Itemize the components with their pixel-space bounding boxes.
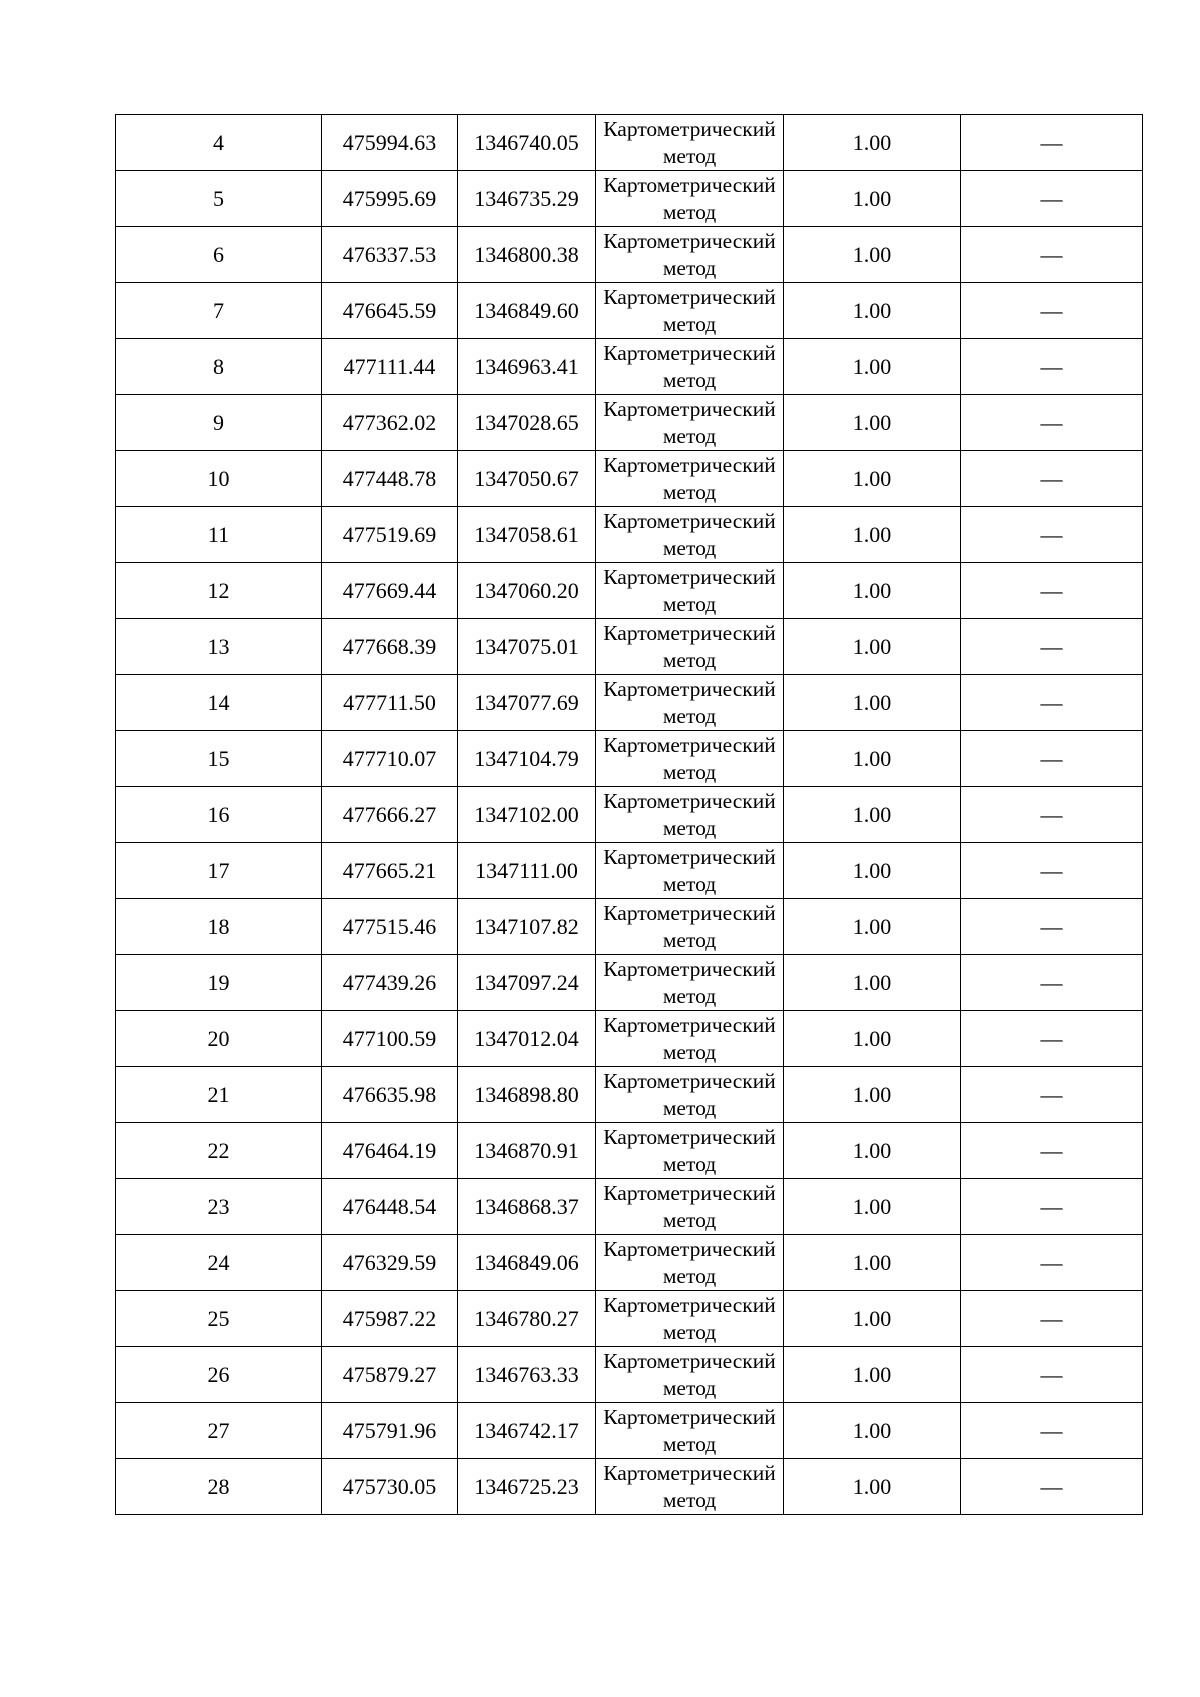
point-number-cell: 24 (116, 1235, 322, 1291)
point-number-cell: 9 (116, 395, 322, 451)
note-cell: — (961, 227, 1143, 283)
note-cell: — (961, 395, 1143, 451)
precision-cell: 1.00 (784, 955, 961, 1011)
point-number-cell: 28 (116, 1459, 322, 1515)
table-row (116, 1347, 1143, 1403)
precision-cell: 1.00 (784, 1235, 961, 1291)
y-coordinate-cell: 1347097.24 (458, 955, 596, 1011)
method-cell: Картометрический метод (596, 1067, 784, 1123)
x-coordinate-cell: 476337.53 (322, 227, 458, 283)
table-row (116, 171, 1143, 227)
note-cell: — (961, 563, 1143, 619)
method-cell: Картометрический метод (596, 843, 784, 899)
precision-cell: 1.00 (784, 1347, 961, 1403)
x-coordinate-cell: 477711.50 (322, 675, 458, 731)
point-number-cell: 22 (116, 1123, 322, 1179)
point-number-cell: 12 (116, 563, 322, 619)
y-coordinate-cell: 1347077.69 (458, 675, 596, 731)
note-cell: — (961, 115, 1143, 171)
point-number-cell: 14 (116, 675, 322, 731)
method-cell: Картометрический метод (596, 1123, 784, 1179)
point-number-cell: 16 (116, 787, 322, 843)
note-cell: — (961, 339, 1143, 395)
x-coordinate-cell: 477515.46 (322, 899, 458, 955)
note-cell: — (961, 843, 1143, 899)
x-coordinate-cell: 476448.54 (322, 1179, 458, 1235)
note-cell: — (961, 1347, 1143, 1403)
table-row (116, 787, 1143, 843)
method-cell: Картометрический метод (596, 171, 784, 227)
method-cell: Картометрический метод (596, 1403, 784, 1459)
note-cell: — (961, 1011, 1143, 1067)
table-row (116, 227, 1143, 283)
precision-cell: 1.00 (784, 1403, 961, 1459)
table-row (116, 955, 1143, 1011)
method-cell: Картометрический метод (596, 619, 784, 675)
y-coordinate-cell: 1347111.00 (458, 843, 596, 899)
x-coordinate-cell: 477448.78 (322, 451, 458, 507)
point-number-cell: 21 (116, 1067, 322, 1123)
x-coordinate-cell: 477111.44 (322, 339, 458, 395)
point-number-cell: 23 (116, 1179, 322, 1235)
y-coordinate-cell: 1346963.41 (458, 339, 596, 395)
x-coordinate-cell: 477100.59 (322, 1011, 458, 1067)
method-cell: Картометрический метод (596, 115, 784, 171)
point-number-cell: 19 (116, 955, 322, 1011)
y-coordinate-cell: 1347050.67 (458, 451, 596, 507)
table-row (116, 675, 1143, 731)
x-coordinate-cell: 475791.96 (322, 1403, 458, 1459)
point-number-cell: 27 (116, 1403, 322, 1459)
point-number-cell: 17 (116, 843, 322, 899)
y-coordinate-cell: 1346740.05 (458, 115, 596, 171)
note-cell: — (961, 507, 1143, 563)
y-coordinate-cell: 1347058.61 (458, 507, 596, 563)
y-coordinate-cell: 1347060.20 (458, 563, 596, 619)
note-cell: — (961, 1235, 1143, 1291)
y-coordinate-cell: 1347107.82 (458, 899, 596, 955)
point-number-cell: 26 (116, 1347, 322, 1403)
note-cell: — (961, 171, 1143, 227)
y-coordinate-cell: 1347075.01 (458, 619, 596, 675)
precision-cell: 1.00 (784, 115, 961, 171)
table-row (116, 1291, 1143, 1347)
precision-cell: 1.00 (784, 1123, 961, 1179)
y-coordinate-cell: 1347028.65 (458, 395, 596, 451)
precision-cell: 1.00 (784, 283, 961, 339)
method-cell: Картометрический метод (596, 227, 784, 283)
precision-cell: 1.00 (784, 227, 961, 283)
note-cell: — (961, 1123, 1143, 1179)
table-row (116, 619, 1143, 675)
table-row (116, 339, 1143, 395)
y-coordinate-cell: 1346898.80 (458, 1067, 596, 1123)
method-cell: Картометрический метод (596, 1459, 784, 1515)
method-cell: Картометрический метод (596, 1235, 784, 1291)
point-number-cell: 15 (116, 731, 322, 787)
x-coordinate-cell: 476329.59 (322, 1235, 458, 1291)
x-coordinate-cell: 477710.07 (322, 731, 458, 787)
table-row (116, 1459, 1143, 1515)
x-coordinate-cell: 476645.59 (322, 283, 458, 339)
method-cell: Картометрический метод (596, 339, 784, 395)
note-cell: — (961, 1179, 1143, 1235)
y-coordinate-cell: 1346849.60 (458, 283, 596, 339)
x-coordinate-cell: 475994.63 (322, 115, 458, 171)
x-coordinate-cell: 477666.27 (322, 787, 458, 843)
precision-cell: 1.00 (784, 1291, 961, 1347)
table-row (116, 283, 1143, 339)
point-number-cell: 4 (116, 115, 322, 171)
table-row (116, 115, 1143, 171)
note-cell: — (961, 451, 1143, 507)
y-coordinate-cell: 1347102.00 (458, 787, 596, 843)
y-coordinate-cell: 1346735.29 (458, 171, 596, 227)
point-number-cell: 5 (116, 171, 322, 227)
point-number-cell: 11 (116, 507, 322, 563)
x-coordinate-cell: 475987.22 (322, 1291, 458, 1347)
precision-cell: 1.00 (784, 1011, 961, 1067)
y-coordinate-cell: 1346742.17 (458, 1403, 596, 1459)
method-cell: Картометрический метод (596, 507, 784, 563)
method-cell: Картометрический метод (596, 675, 784, 731)
table-row (116, 507, 1143, 563)
method-cell: Картометрический метод (596, 283, 784, 339)
table-row (116, 1123, 1143, 1179)
note-cell: — (961, 731, 1143, 787)
method-cell: Картометрический метод (596, 395, 784, 451)
table-row (116, 563, 1143, 619)
method-cell: Картометрический метод (596, 731, 784, 787)
x-coordinate-cell: 477519.69 (322, 507, 458, 563)
precision-cell: 1.00 (784, 843, 961, 899)
precision-cell: 1.00 (784, 619, 961, 675)
note-cell: — (961, 1403, 1143, 1459)
method-cell: Картометрический метод (596, 1347, 784, 1403)
table-row (116, 1235, 1143, 1291)
point-number-cell: 18 (116, 899, 322, 955)
point-number-cell: 8 (116, 339, 322, 395)
precision-cell: 1.00 (784, 451, 961, 507)
note-cell: — (961, 955, 1143, 1011)
table-row (116, 843, 1143, 899)
y-coordinate-cell: 1346868.37 (458, 1179, 596, 1235)
precision-cell: 1.00 (784, 1067, 961, 1123)
point-number-cell: 7 (116, 283, 322, 339)
x-coordinate-cell: 477669.44 (322, 563, 458, 619)
point-number-cell: 25 (116, 1291, 322, 1347)
x-coordinate-cell: 477439.26 (322, 955, 458, 1011)
note-cell: — (961, 1067, 1143, 1123)
x-coordinate-cell: 475879.27 (322, 1347, 458, 1403)
table-row (116, 451, 1143, 507)
x-coordinate-cell: 477362.02 (322, 395, 458, 451)
precision-cell: 1.00 (784, 171, 961, 227)
precision-cell: 1.00 (784, 1179, 961, 1235)
table-row (116, 1067, 1143, 1123)
point-number-cell: 6 (116, 227, 322, 283)
method-cell: Картометрический метод (596, 1179, 784, 1235)
precision-cell: 1.00 (784, 563, 961, 619)
y-coordinate-cell: 1346849.06 (458, 1235, 596, 1291)
precision-cell: 1.00 (784, 395, 961, 451)
note-cell: — (961, 675, 1143, 731)
y-coordinate-cell: 1346780.27 (458, 1291, 596, 1347)
y-coordinate-cell: 1346800.38 (458, 227, 596, 283)
y-coordinate-cell: 1346725.23 (458, 1459, 596, 1515)
coordinates-table-body (116, 115, 1143, 1515)
table-row (116, 899, 1143, 955)
method-cell: Картометрический метод (596, 899, 784, 955)
table-row (116, 1403, 1143, 1459)
table-row (116, 1179, 1143, 1235)
note-cell: — (961, 1291, 1143, 1347)
note-cell: — (961, 787, 1143, 843)
table-row (116, 731, 1143, 787)
x-coordinate-cell: 477668.39 (322, 619, 458, 675)
precision-cell: 1.00 (784, 731, 961, 787)
method-cell: Картометрический метод (596, 1291, 784, 1347)
coordinates-table (115, 114, 1143, 1515)
note-cell: — (961, 283, 1143, 339)
note-cell: — (961, 619, 1143, 675)
precision-cell: 1.00 (784, 1459, 961, 1515)
method-cell: Картометрический метод (596, 1011, 784, 1067)
y-coordinate-cell: 1346870.91 (458, 1123, 596, 1179)
x-coordinate-cell: 476464.19 (322, 1123, 458, 1179)
point-number-cell: 10 (116, 451, 322, 507)
note-cell: — (961, 899, 1143, 955)
precision-cell: 1.00 (784, 787, 961, 843)
method-cell: Картометрический метод (596, 955, 784, 1011)
point-number-cell: 20 (116, 1011, 322, 1067)
y-coordinate-cell: 1347012.04 (458, 1011, 596, 1067)
precision-cell: 1.00 (784, 339, 961, 395)
precision-cell: 1.00 (784, 899, 961, 955)
table-row (116, 395, 1143, 451)
point-number-cell: 13 (116, 619, 322, 675)
precision-cell: 1.00 (784, 507, 961, 563)
precision-cell: 1.00 (784, 675, 961, 731)
table-row (116, 1011, 1143, 1067)
y-coordinate-cell: 1346763.33 (458, 1347, 596, 1403)
y-coordinate-cell: 1347104.79 (458, 731, 596, 787)
x-coordinate-cell: 476635.98 (322, 1067, 458, 1123)
note-cell: — (961, 1459, 1143, 1515)
x-coordinate-cell: 475730.05 (322, 1459, 458, 1515)
x-coordinate-cell: 477665.21 (322, 843, 458, 899)
method-cell: Картометрический метод (596, 563, 784, 619)
x-coordinate-cell: 475995.69 (322, 171, 458, 227)
method-cell: Картометрический метод (596, 451, 784, 507)
method-cell: Картометрический метод (596, 787, 784, 843)
